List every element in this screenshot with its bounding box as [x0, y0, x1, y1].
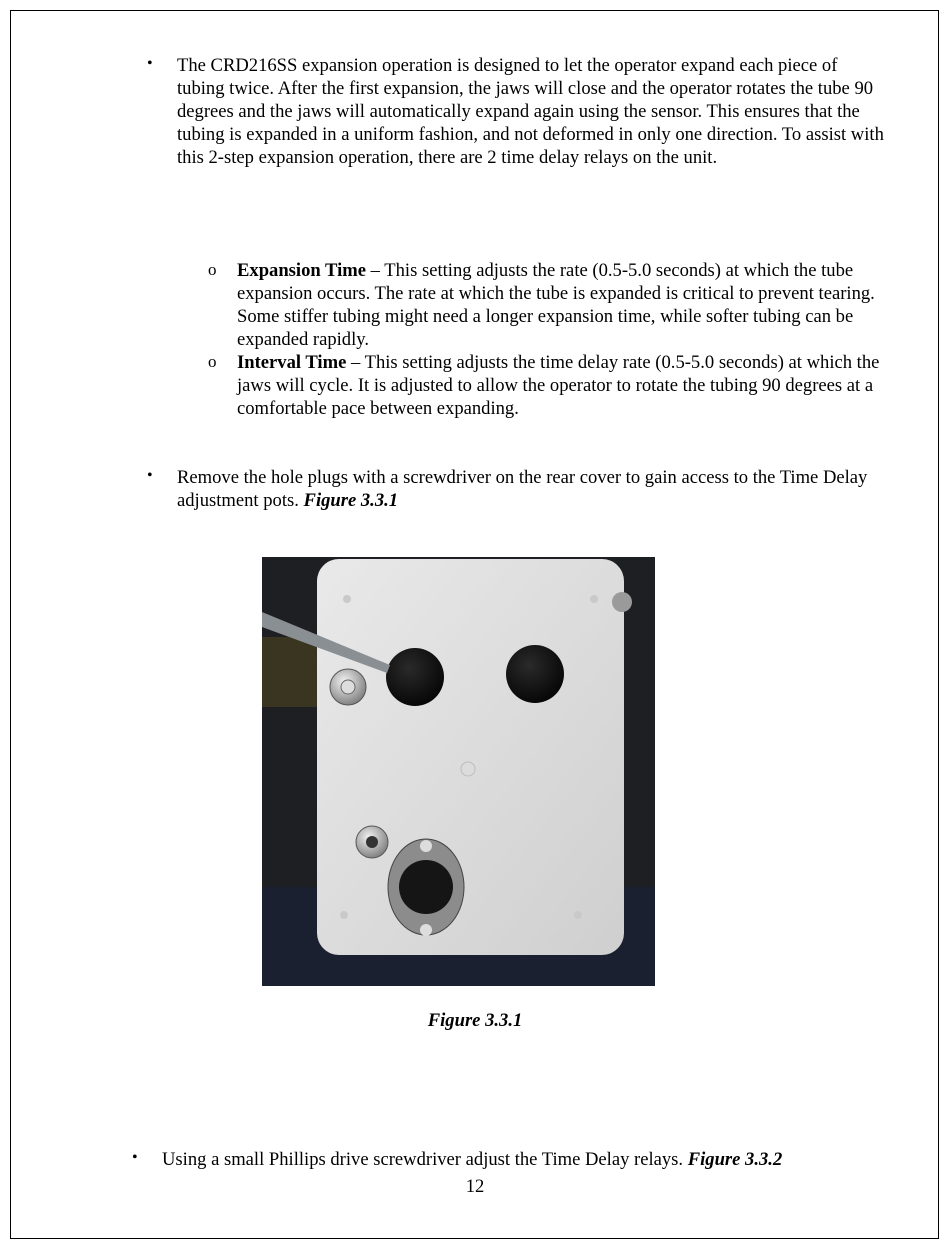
interval-time-description: – This setting adjusts the time delay rate (0.5-5.0 seconds) at which the jaws will cycle. It is adjusted to allow the operator to rotate the tubing 90 degrees at a comfortable pace between expanding.: [237, 352, 880, 419]
bullet-marker: •: [147, 467, 153, 484]
expansion-time-description: – This setting adjusts the rate (0.5-5.0 seconds) at which the tube expansion occurs. The rate at which the tube is expanded is critical to prevent tearing. Some stiffer tubing might need a longer expansion time, while softer tubing can be expanded rapidly.: [237, 260, 875, 350]
sub-bullet-marker: o: [208, 260, 217, 279]
paragraph-expansion-time: [237, 259, 877, 351]
paragraph-remove-hole-plugs: [177, 466, 877, 512]
figure-reference: Figure 3.3.2: [687, 1149, 783, 1170]
bullet-marker: •: [132, 1149, 138, 1166]
hole-plug-left: [386, 648, 444, 706]
bullet-marker: •: [147, 55, 153, 72]
sub-bullet-marker: o: [208, 352, 217, 371]
adjust-relays-text: Using a small Phillips drive screwdriver adjust the Time Delay relays.: [162, 1149, 688, 1170]
remove-plugs-text: Remove the hole plugs with a screwdriver on the rear cover to gain access to the Time Delay adjustment pots.: [177, 467, 868, 511]
figure-photo-rear-cover: [262, 557, 655, 986]
paragraph-adjust-relays: [162, 1148, 882, 1171]
figure-caption: Figure 3.3.1: [427, 1010, 523, 1031]
paragraph-interval-time: [237, 351, 887, 420]
enclosure-rear-cover: [317, 559, 624, 955]
page-number: 12: [465, 1176, 485, 1197]
paragraph-expansion-operation: The CRD216SS expansion operation is designed to let the operator expand each piece of tubing twice. After the first expansion, the jaws will close and the operator rotates the tube 90 degrees and the jaws will automatically expand again using the sensor. This ensures that the tubing is expanded in a uniform fashion, and not deformed in only one direction. To assist with this 2-step expansion operation, there are 2 time delay relays on the unit.: [177, 55, 884, 168]
term-expansion-time: Expansion Time: [237, 260, 367, 281]
figure-reference: Figure 3.3.1: [303, 490, 399, 511]
hole-plug-right: [506, 645, 564, 703]
term-interval-time: Interval Time: [237, 352, 347, 373]
